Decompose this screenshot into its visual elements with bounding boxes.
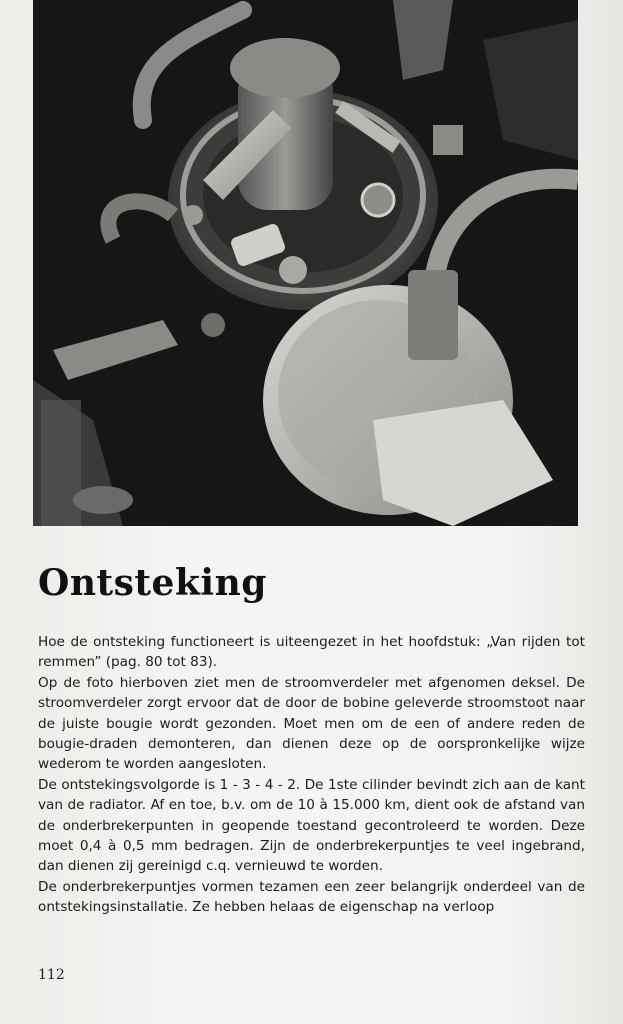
- paragraph: De onderbrekerpuntjes vormen tezamen een zeer belangrijk onderdeel van de ontstekingsinstallatie. Ze hebben helaas de eigenschap na verloop: [38, 878, 585, 916]
- page-number: 112: [38, 967, 65, 983]
- body-text: [38, 632, 585, 918]
- section-title: Ontsteking: [38, 562, 267, 604]
- paragraph: Op de foto hierboven ziet men de stroomverdeler met afgenomen deksel. De stroomverdeler zorgt ervoor dat de door de bobine geleverde stroomstoot naar de juiste bougie wordt gezonden. Moet men om de een of andere reden de bougie-draden demonteren, dan dienen deze op de oorspronkelijke wijze wederom te worden aangesloten.: [38, 674, 585, 773]
- paragraph: De ontstekingsvolgorde is 1 - 3 - 4 - 2. De 1ste cilinder bevindt zich aan de kant van de radiator. Af en toe, b.v. om de 10 à 15.000 km, dient ook de afstand van de onderbrekerpunten in geopende toestand gecontroleerd te worden. Deze moet 0,4 à 0,5 mm bedragen. Zijn de onderbrekerpuntjes te veel ingebrand, dan dienen zij gereinigd c.q. vernieuwd te worden.: [38, 776, 585, 875]
- distributor-photo: [33, 0, 578, 526]
- paragraph: Hoe de ontsteking functioneert is uiteengezet in het hoofdstuk: „Van rijden tot remmen” (pag. 80 tot 83).: [38, 634, 585, 671]
